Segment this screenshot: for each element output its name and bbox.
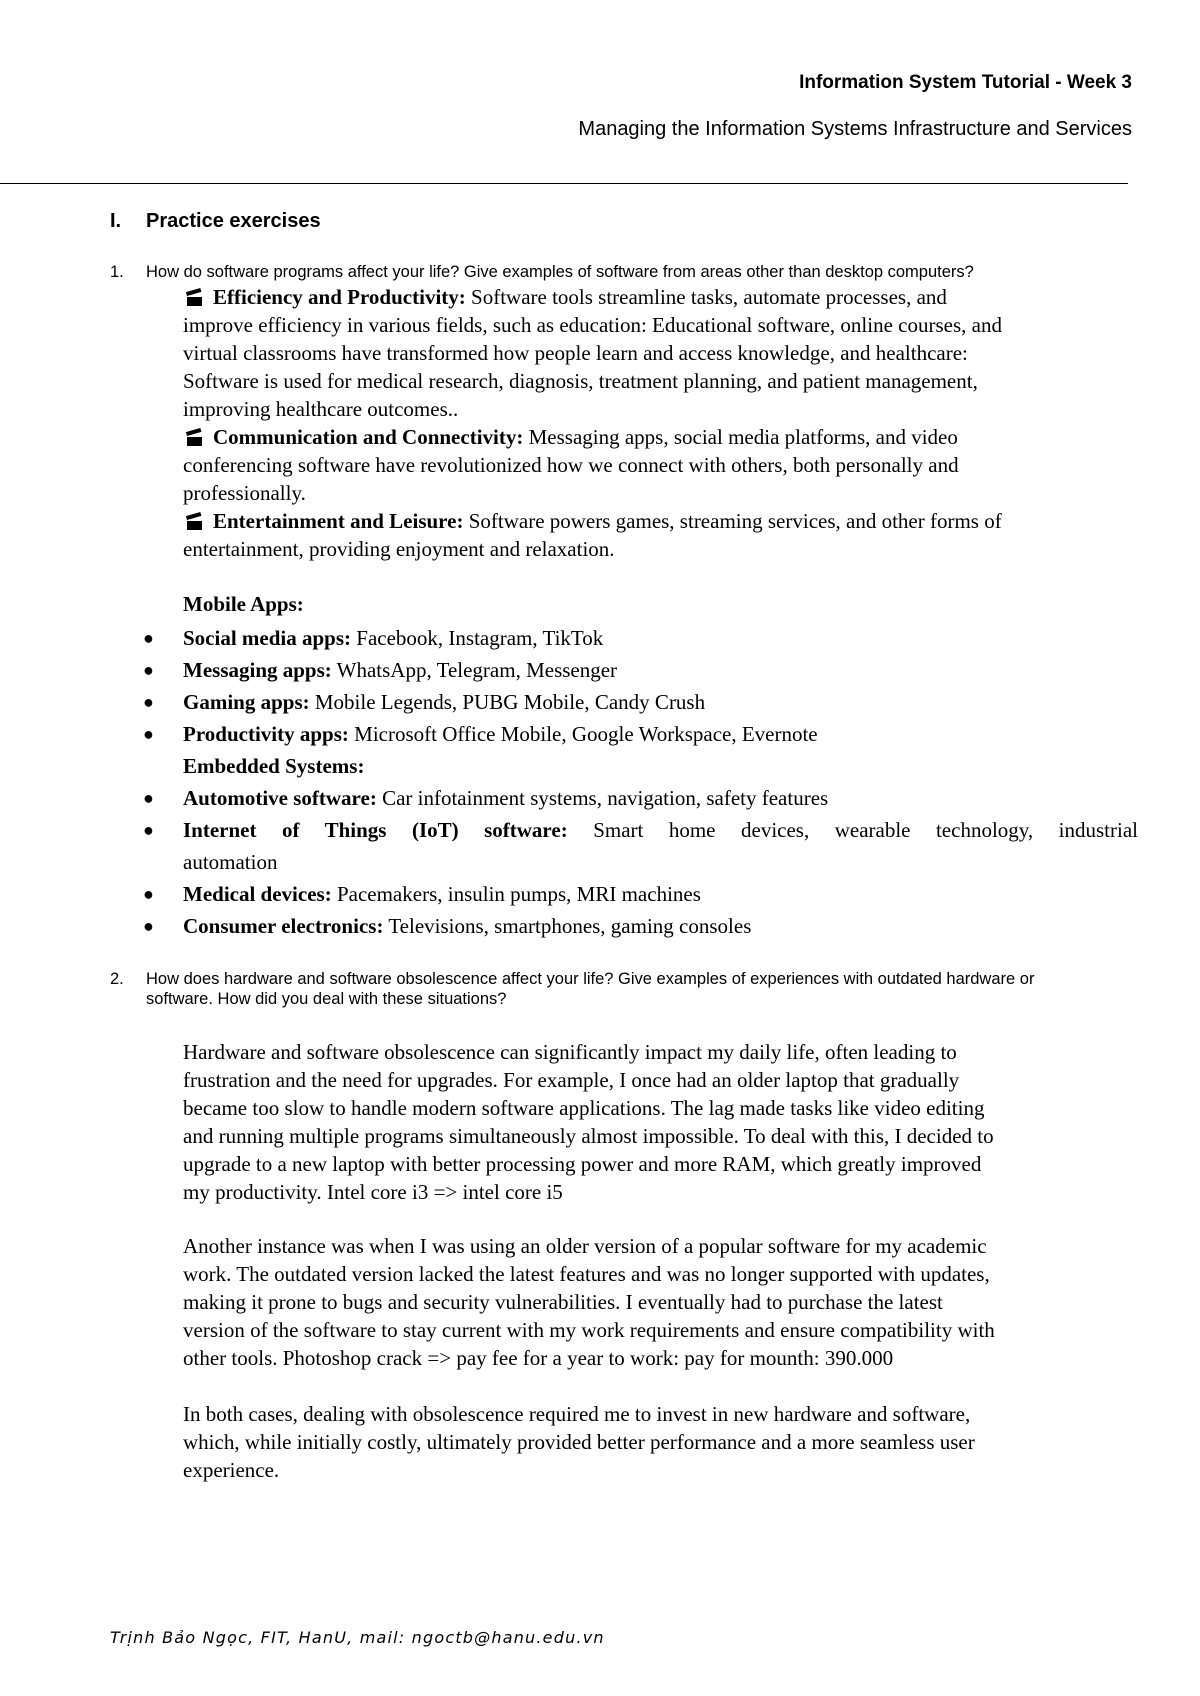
answer-paragraph-1 <box>183 1038 1138 1206</box>
point-line: improving healthcare outcomes.. <box>183 397 459 421</box>
point-label: Entertainment and Leisure: <box>213 509 464 533</box>
point-line: Software is used for medical research, diagnosis, treatment planning, and patient management, <box>183 369 978 393</box>
list-item <box>143 686 1138 718</box>
bullet-icon: ● <box>143 788 154 808</box>
item-text: Facebook, Instagram, TikTok <box>356 626 604 650</box>
item-text: Car infotainment systems, navigation, safety features <box>382 786 829 810</box>
bullet-icon: ● <box>143 660 154 680</box>
item-text: Microsoft Office Mobile, Google Workspace, Evernote <box>354 722 818 746</box>
section-heading <box>110 210 321 233</box>
item-label: Automotive software: <box>183 786 377 810</box>
question-text: How do software programs affect your life? Give examples of software from areas other than desktop computers? <box>146 263 974 281</box>
bullet-icon: ● <box>143 916 154 936</box>
mobile-apps-heading: Mobile Apps: <box>183 592 304 616</box>
point-label: Communication and Connectivity: <box>213 425 524 449</box>
item-label: Internet of Things (IoT) software: <box>183 818 568 842</box>
impact-point-communication <box>183 423 1138 507</box>
clapperboard-icon <box>187 431 199 445</box>
item-label: Consumer electronics: <box>183 914 384 938</box>
point-line: conferencing software have revolutionized how we connect with others, both personally and <box>183 453 959 477</box>
header-divider <box>0 183 1128 184</box>
point-line: improve efficiency in various fields, such as education: Educational software, online courses, and <box>183 313 1002 337</box>
paragraph-line: making it prone to bugs and security vulnerabilities. I eventually had to purchase the latest <box>183 1290 943 1314</box>
list-item <box>143 814 1138 878</box>
header-title: Information System Tutorial - Week 3 <box>799 72 1132 93</box>
impact-point-efficiency <box>183 283 1138 423</box>
item-text: Smart home devices, wearable technology, industrial <box>593 818 1138 842</box>
point-line: Messaging apps, social media platforms, and video <box>528 425 958 449</box>
item-text: Televisions, smartphones, gaming consoles <box>388 914 752 938</box>
section-title: Practice exercises <box>146 210 321 232</box>
paragraph-line: other tools. Photoshop crack => pay fee for a year to work: pay for mounth: 390.000 <box>183 1346 894 1370</box>
question-text: How does hardware and software obsolescence affect your life? Give examples of experiences with outdated hardware or <box>146 970 1035 988</box>
item-text: Mobile Legends, PUBG Mobile, Candy Crush <box>314 690 706 714</box>
paragraph-line: and running multiple programs simultaneously almost impossible. To deal with this, I decided to <box>183 1124 994 1148</box>
clapperboard-icon <box>187 515 199 529</box>
item-label: Messaging apps: <box>183 658 332 682</box>
list-item <box>143 910 1138 942</box>
paragraph-line: In both cases, dealing with obsolescence required me to invest in new hardware and software, <box>183 1402 971 1426</box>
paragraph-line: Another instance was when I was using an older version of a popular software for my academic <box>183 1234 987 1258</box>
list-item <box>143 878 1138 910</box>
header-subtitle: Managing the Information Systems Infrastructure and Services <box>578 118 1132 140</box>
question-number: 2. <box>110 970 124 988</box>
point-line: Software tools streamline tasks, automate processes, and <box>471 285 947 309</box>
impact-point-entertainment <box>183 507 1138 563</box>
list-item <box>143 718 1138 750</box>
point-line: Software powers games, streaming services, and other forms of <box>468 509 1002 533</box>
paragraph-line: upgrade to a new laptop with better processing power and more RAM, which greatly improved <box>183 1152 982 1176</box>
list-item <box>143 622 1138 654</box>
item-label: Productivity apps: <box>183 722 349 746</box>
embedded-systems-heading: Embedded Systems: <box>183 754 365 778</box>
item-text-continued: automation <box>183 850 278 874</box>
paragraph-line: became too slow to handle modern software applications. The lag made tasks like video editing <box>183 1096 985 1120</box>
question-text: software. How did you deal with these situations? <box>146 990 507 1008</box>
list-item <box>143 782 1138 814</box>
bullet-icon: ● <box>143 884 154 904</box>
list-item <box>143 654 1138 686</box>
item-label: Gaming apps: <box>183 690 310 714</box>
paragraph-line: work. The outdated version lacked the latest features and was no longer supported with updates, <box>183 1262 990 1286</box>
question-2 <box>110 969 1138 1009</box>
item-label: Medical devices: <box>183 882 332 906</box>
paragraph-line: which, while initially costly, ultimately provided better performance and a more seamless user <box>183 1430 975 1454</box>
section-number: I. <box>110 210 122 232</box>
paragraph-line: my productivity. Intel core i3 => intel core i5 <box>183 1180 563 1204</box>
bullet-icon: ● <box>143 820 154 840</box>
paragraph-line: experience. <box>183 1458 280 1482</box>
impact-points <box>183 283 1138 563</box>
answer-paragraph-3 <box>183 1400 1138 1484</box>
paragraph-line: Hardware and software obsolescence can significantly impact my daily life, often leading to <box>183 1040 957 1064</box>
point-label: Efficiency and Productivity: <box>213 285 466 309</box>
point-line: virtual classrooms have transformed how people learn and access knowledge, and healthcare: <box>183 341 968 365</box>
bullet-icon: ● <box>143 692 154 712</box>
bullet-icon: ● <box>143 724 154 744</box>
question-number: 1. <box>110 263 124 281</box>
point-line: entertainment, providing enjoyment and relaxation. <box>183 537 615 561</box>
bullet-icon: ● <box>143 628 154 648</box>
point-line: professionally. <box>183 481 306 505</box>
page-footer: Trịnh Bảo Ngọc, FIT, HanU, mail: ngoctb@hanu.edu.vn <box>110 1628 605 1647</box>
answer-paragraph-2 <box>183 1232 1138 1372</box>
paragraph-line: version of the software to stay current with my work requirements and ensure compatibility with <box>183 1318 995 1342</box>
paragraph-line: frustration and the need for upgrades. For example, I once had an older laptop that gradually <box>183 1068 960 1092</box>
clapperboard-icon <box>187 291 199 305</box>
item-text: Pacemakers, insulin pumps, MRI machines <box>336 882 701 906</box>
item-label: Social media apps: <box>183 626 352 650</box>
examples-list <box>143 622 1138 942</box>
item-text: WhatsApp, Telegram, Messenger <box>336 658 618 682</box>
question-1 <box>110 262 1138 282</box>
